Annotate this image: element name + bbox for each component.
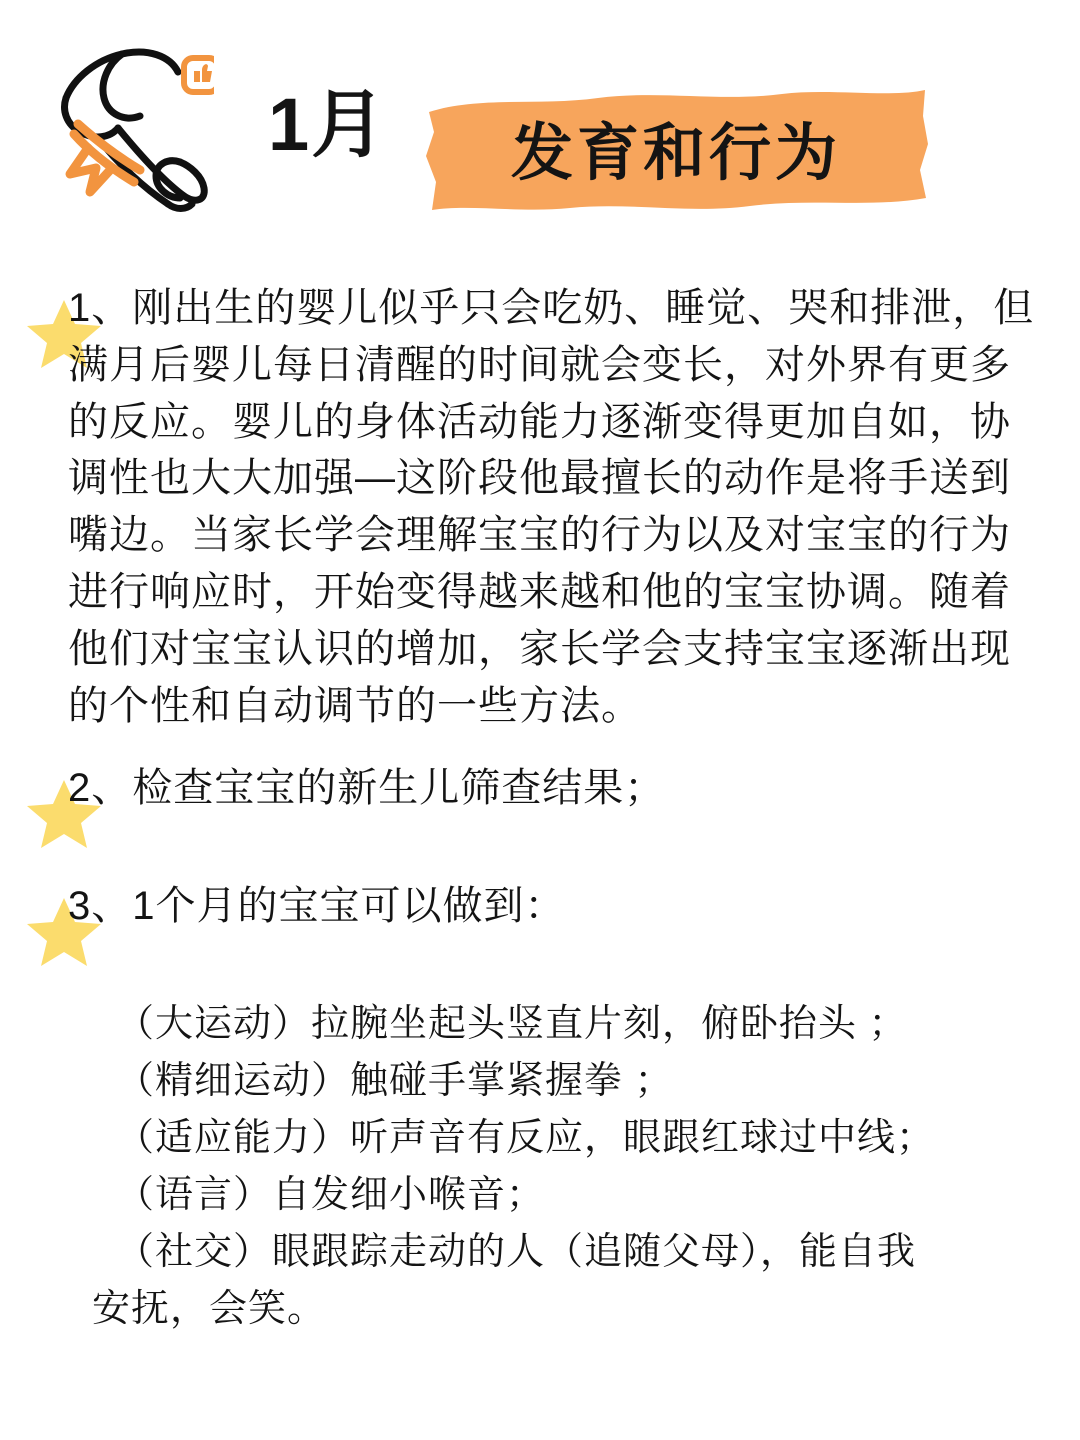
page-header bbox=[0, 0, 1080, 250]
scroll-diploma-icon bbox=[44, 38, 214, 218]
ability-line: （适应能力）听声音有反应，眼跟红球过中线； bbox=[116, 1117, 936, 1160]
month-label: 1月 bbox=[268, 83, 388, 166]
ability-line: （社交）眼跟踪走动的人（追随父母），能自我 bbox=[116, 1231, 917, 1274]
title-banner bbox=[420, 82, 932, 212]
ability-line: （大运动）拉腕坐起头竖直片刻，俯卧抬头 ； bbox=[116, 1003, 908, 1046]
ability-line: 安抚，会笑。 bbox=[92, 1288, 327, 1331]
content-body bbox=[0, 280, 1080, 1338]
list-item bbox=[0, 280, 1080, 734]
thumbs-up-icon bbox=[184, 58, 214, 92]
abilities-list bbox=[92, 996, 1036, 1338]
page-title: 发育和行为 bbox=[510, 118, 841, 188]
list-item bbox=[0, 878, 1080, 970]
list-item bbox=[0, 760, 1080, 852]
list-item-text: 2、检查宝宝的新生儿筛查结果； bbox=[68, 766, 666, 811]
ability-line: （语言）自发细小喉音； bbox=[116, 1174, 546, 1217]
list-item-text: 1、刚出生的婴儿似乎只会吃奶、睡觉、哭和排泄，但满月后婴儿每日清醒的时间就会变长，对外界有更多的反应。婴儿的身体活动能力逐渐变得更加自如，协调性也大大加强—这阶段他最擅长的动作是将手送到嘴边。当家长学会理解宝宝的行为以及对宝宝的行为进行响应时，开始变得越来越和他的宝宝协调。随着他们对宝宝认识的增加，家长学会支持宝宝逐渐出现的个性和自动调节的一些方法。 bbox=[68, 286, 1035, 728]
ability-line: （精细运动）触碰手掌紧握拳 ； bbox=[116, 1060, 674, 1103]
list-item-text: 3、1个月的宝宝可以做到： bbox=[68, 884, 566, 929]
